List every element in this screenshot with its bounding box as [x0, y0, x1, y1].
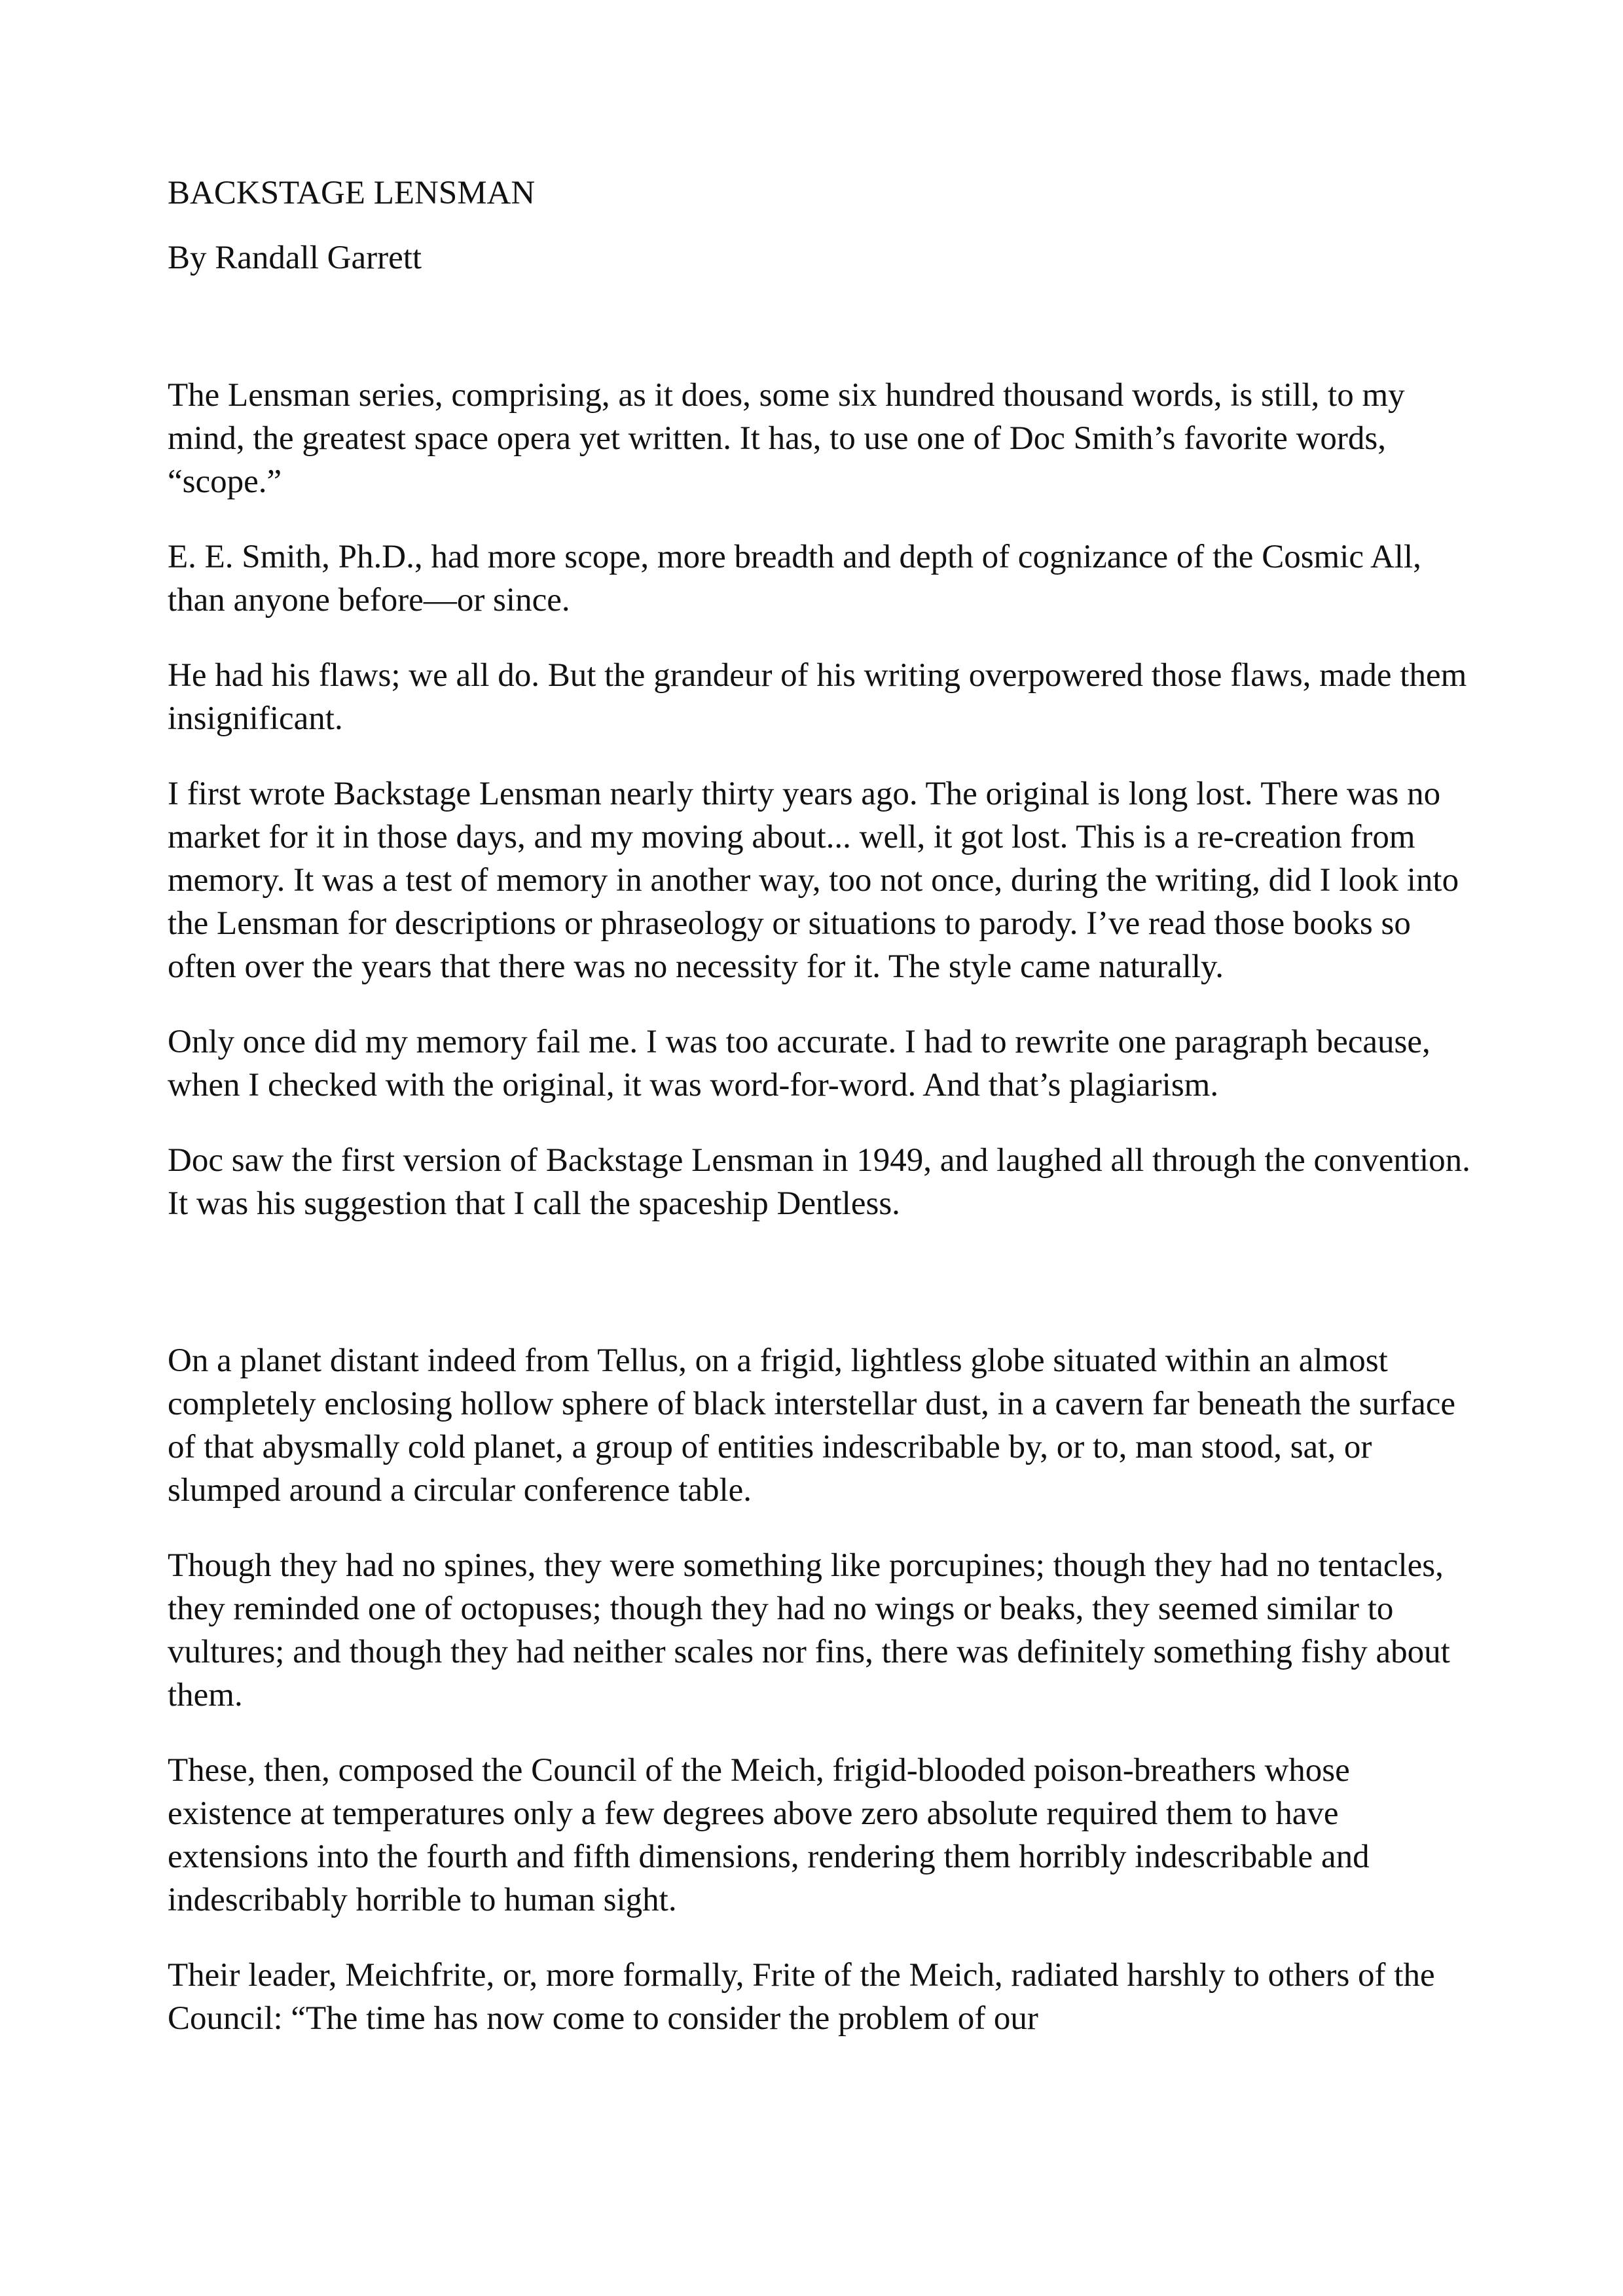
- preface-section: [168, 374, 1477, 1225]
- author-byline: By Randall Garrett: [168, 240, 422, 276]
- story-paragraph: These, then, composed the Council of the Meich, frigid-blooded poison-breathers whose existence at temperatures only a few degrees above zero absolute required them to have extensions into the fourth and fifth dimensions, rendering them horribly indescribable and indescribably horrible to human sight.: [168, 1752, 1370, 1918]
- story-paragraph: On a planet distant indeed from Tellus, on a frigid, lightless globe situated within an almost completely enclosing hollow sphere of black interstellar dust, in a cavern far beneath the surface of that abysmally cold planet, a group of entities indescribable by, or to, man stood, sat, or slumped around a circular conference table.: [168, 1342, 1455, 1509]
- preface-paragraph: He had his flaws; we all do. But the grandeur of his writing overpowered those flaws, made them insignificant.: [168, 657, 1467, 737]
- document-page: [168, 171, 1477, 2072]
- preface-paragraph: E. E. Smith, Ph.D., had more scope, more breadth and depth of cognizance of the Cosmic All, than anyone before—or since.: [168, 539, 1421, 619]
- section-break: [168, 1257, 1477, 1339]
- preface-paragraph: The Lensman series, comprising, as it does, some six hundred thousand words, is still, to my mind, the greatest space opera yet written. It has, to use one of Doc Smith’s favorite words, “scope.”: [168, 377, 1405, 500]
- document-title: BACKSTAGE LENSMAN: [168, 175, 536, 211]
- preface-paragraph: Only once did my memory fail me. I was too accurate. I had to rewrite one paragraph because, when I checked with the original, it was word-for-word. And that’s plagiarism.: [168, 1024, 1431, 1103]
- story-paragraph: Their leader, Meichfrite, or, more formally, Frite of the Meich, radiated harshly to others of the Council: “The time has now come to consider the problem of our: [168, 1957, 1435, 2037]
- preface-paragraph: Doc saw the first version of Backstage Lensman in 1949, and laughed all through the convention. It was his suggestion that I call the spaceship Dentless.: [168, 1142, 1470, 1222]
- story-paragraph: Though they had no spines, they were something like porcupines; though they had no tentacles, they reminded one of octopuses; though they had no wings or beaks, they seemed similar to vultures; and though they had neither scales nor fins, there was definitely something fishy about them.: [168, 1547, 1450, 1713]
- preface-paragraph: I first wrote Backstage Lensman nearly thirty years ago. The original is long lost. There was no market for it in those days, and my moving about... well, it got lost. This is a re-creation from memory. It was a test of memory in another way, too not once, during the writing, did I look into the Lensman for descriptions or phraseology or situations to parody. I’ve read those books so often over the years that there was no necessity for it. The style came naturally.: [168, 776, 1459, 985]
- story-section: [168, 1339, 1477, 2040]
